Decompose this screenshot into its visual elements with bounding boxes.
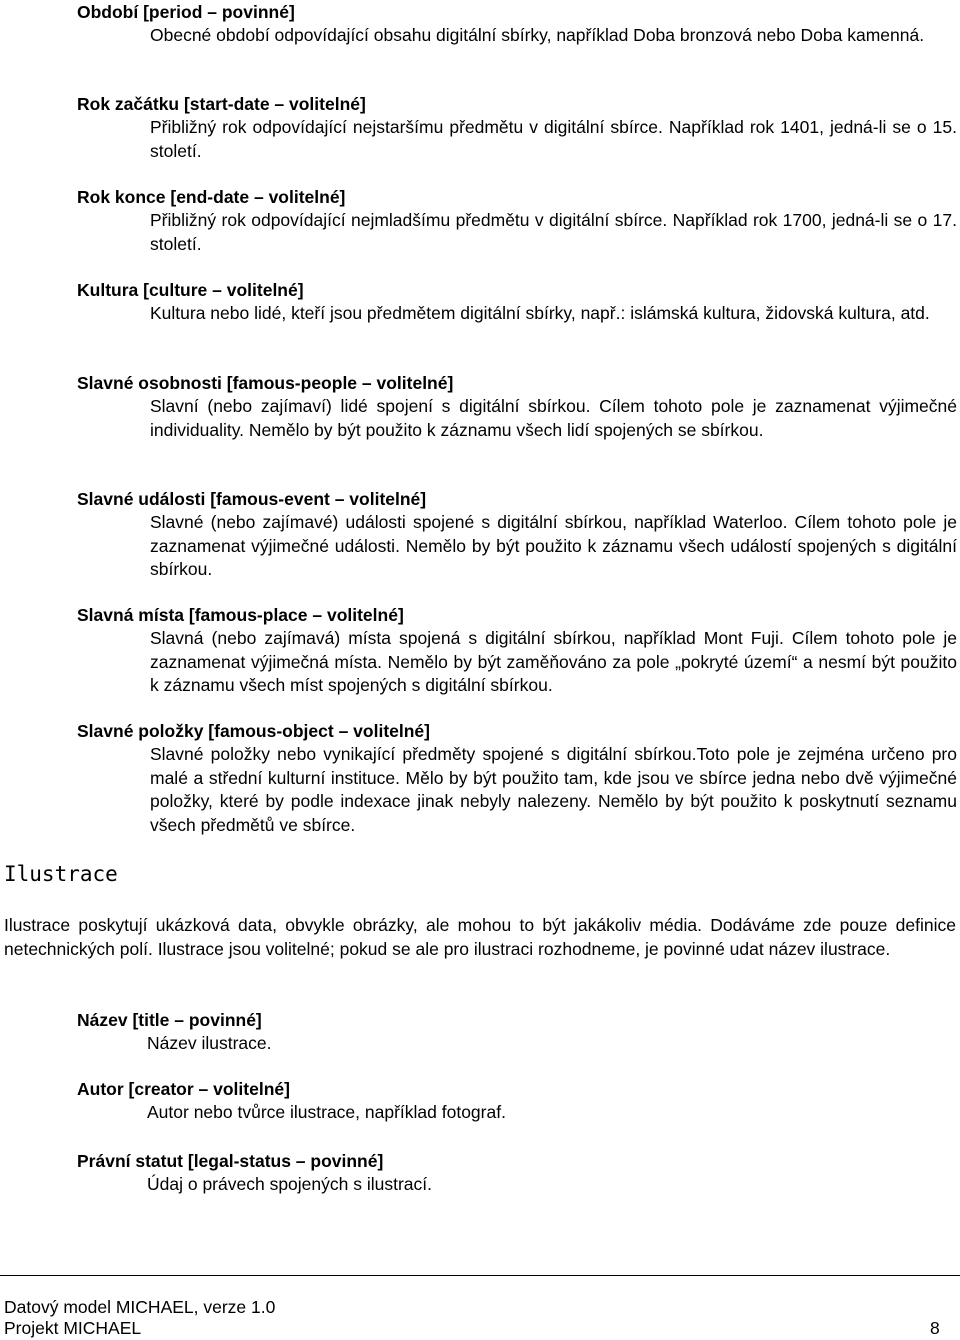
footer-document-title: Datový model MICHAEL, verze 1.0 — [4, 1297, 276, 1317]
field-description: Slavné položky nebo vynikající předměty spojené s digitální sbírkou.Toto pole je zejména určeno pro malé a střední kulturní instituce. Mělo by být použito tam, kde jsou ve sbírce jedna nebo dvě výjimečné položky, které by podle indexace jinak nebyly nalezeny. Nemělo by být použito k poskytnutí seznamu všech předmětů ve sbírce. — [150, 744, 957, 835]
field-title: Slavné události [famous-event – volitelné] — [77, 489, 427, 509]
illustration-intro: Ilustrace poskytují ukázková data, obvykle obrázky, ale mohou to být jakákoliv média. Dodáváme zde pouze definice netechnických polí. Ilustrace jsou volitelné; pokud se ale pro ilustraci rozhodneme, je povinné udat název ilustrace. — [4, 915, 956, 959]
field-title: Kultura [culture – volitelné] — [77, 280, 304, 300]
field-description: Přibližný rok odpovídající nejmladšímu předmětu v digitální sbírce. Například rok 1700, jedná-li se o 17. století. — [150, 210, 957, 254]
section-heading-illustration: Ilustrace — [4, 862, 118, 886]
page-number: 8 — [930, 1318, 940, 1338]
field-title: Slavná místa [famous-place – volitelné] — [77, 605, 404, 625]
field-famous-object — [77, 719, 957, 837]
field-title: Období [period – povinné] — [77, 2, 295, 22]
field-start-date — [77, 92, 957, 163]
field-title: Právní statut [legal-status – povinné] — [77, 1151, 384, 1171]
field-title: Název [title – povinné] — [77, 1010, 262, 1030]
field-description: Obecné období odpovídající obsahu digitální sbírky, například Doba bronzová nebo Doba kamenná. — [150, 25, 925, 45]
field-illustration-legal-status — [77, 1149, 957, 1197]
field-culture — [77, 278, 957, 326]
field-description: Slavná (nebo zajímavá) místa spojená s digitální sbírkou, například Mont Fuji. Cílem tohoto pole je zaznamenat výjimečná místa. Nemělo by být zaměňováno za pole „pokryté území“ a nesmí být použito k záznamu všech míst spojených s digitální sbírkou. — [150, 628, 957, 695]
footer-project-name: Projekt MICHAEL — [4, 1318, 142, 1338]
field-title: Slavné položky [famous-object – volitelné] — [77, 721, 430, 741]
field-period — [77, 0, 957, 48]
field-famous-event — [77, 487, 957, 582]
field-illustration-title — [77, 1008, 957, 1056]
field-description: Údaj o právech spojených s ilustrací. — [147, 1174, 432, 1194]
field-description: Slavné (nebo zajímavé) události spojené s digitální sbírkou, například Waterloo. Cílem tohoto pole je zaznamenat výjimečné události. Nemělo by být použito k záznamu všech událostí spojených s digitální sbírkou. — [150, 512, 957, 579]
field-title: Autor [creator – volitelné] — [77, 1079, 290, 1099]
field-famous-people — [77, 371, 957, 442]
field-description: Kultura nebo lidé, kteří jsou předmětem digitální sbírky, např.: islámská kultura, židovská kultura, atd. — [150, 303, 930, 323]
field-illustration-creator — [77, 1077, 957, 1125]
field-description: Autor nebo tvůrce ilustrace, například fotograf. — [147, 1102, 506, 1122]
field-title: Rok konce [end-date – volitelné] — [77, 187, 346, 207]
field-description: Slavní (nebo zajímaví) lidé spojení s digitální sbírkou. Cílem tohoto pole je zaznamenat výjimečné individuality. Nemělo by být použito k záznamu všech lidí spojených se sbírkou. — [150, 396, 957, 440]
footer-divider — [0, 1275, 960, 1276]
field-description: Název ilustrace. — [147, 1033, 272, 1053]
field-end-date — [77, 185, 957, 256]
field-description: Přibližný rok odpovídající nejstaršímu předmětu v digitální sbírce. Například rok 1401, jedná-li se o 15. století. — [150, 117, 957, 161]
field-title: Slavné osobnosti [famous-people – volitelné] — [77, 373, 454, 393]
field-famous-place — [77, 603, 957, 698]
field-title: Rok začátku [start-date – volitelné] — [77, 94, 366, 114]
